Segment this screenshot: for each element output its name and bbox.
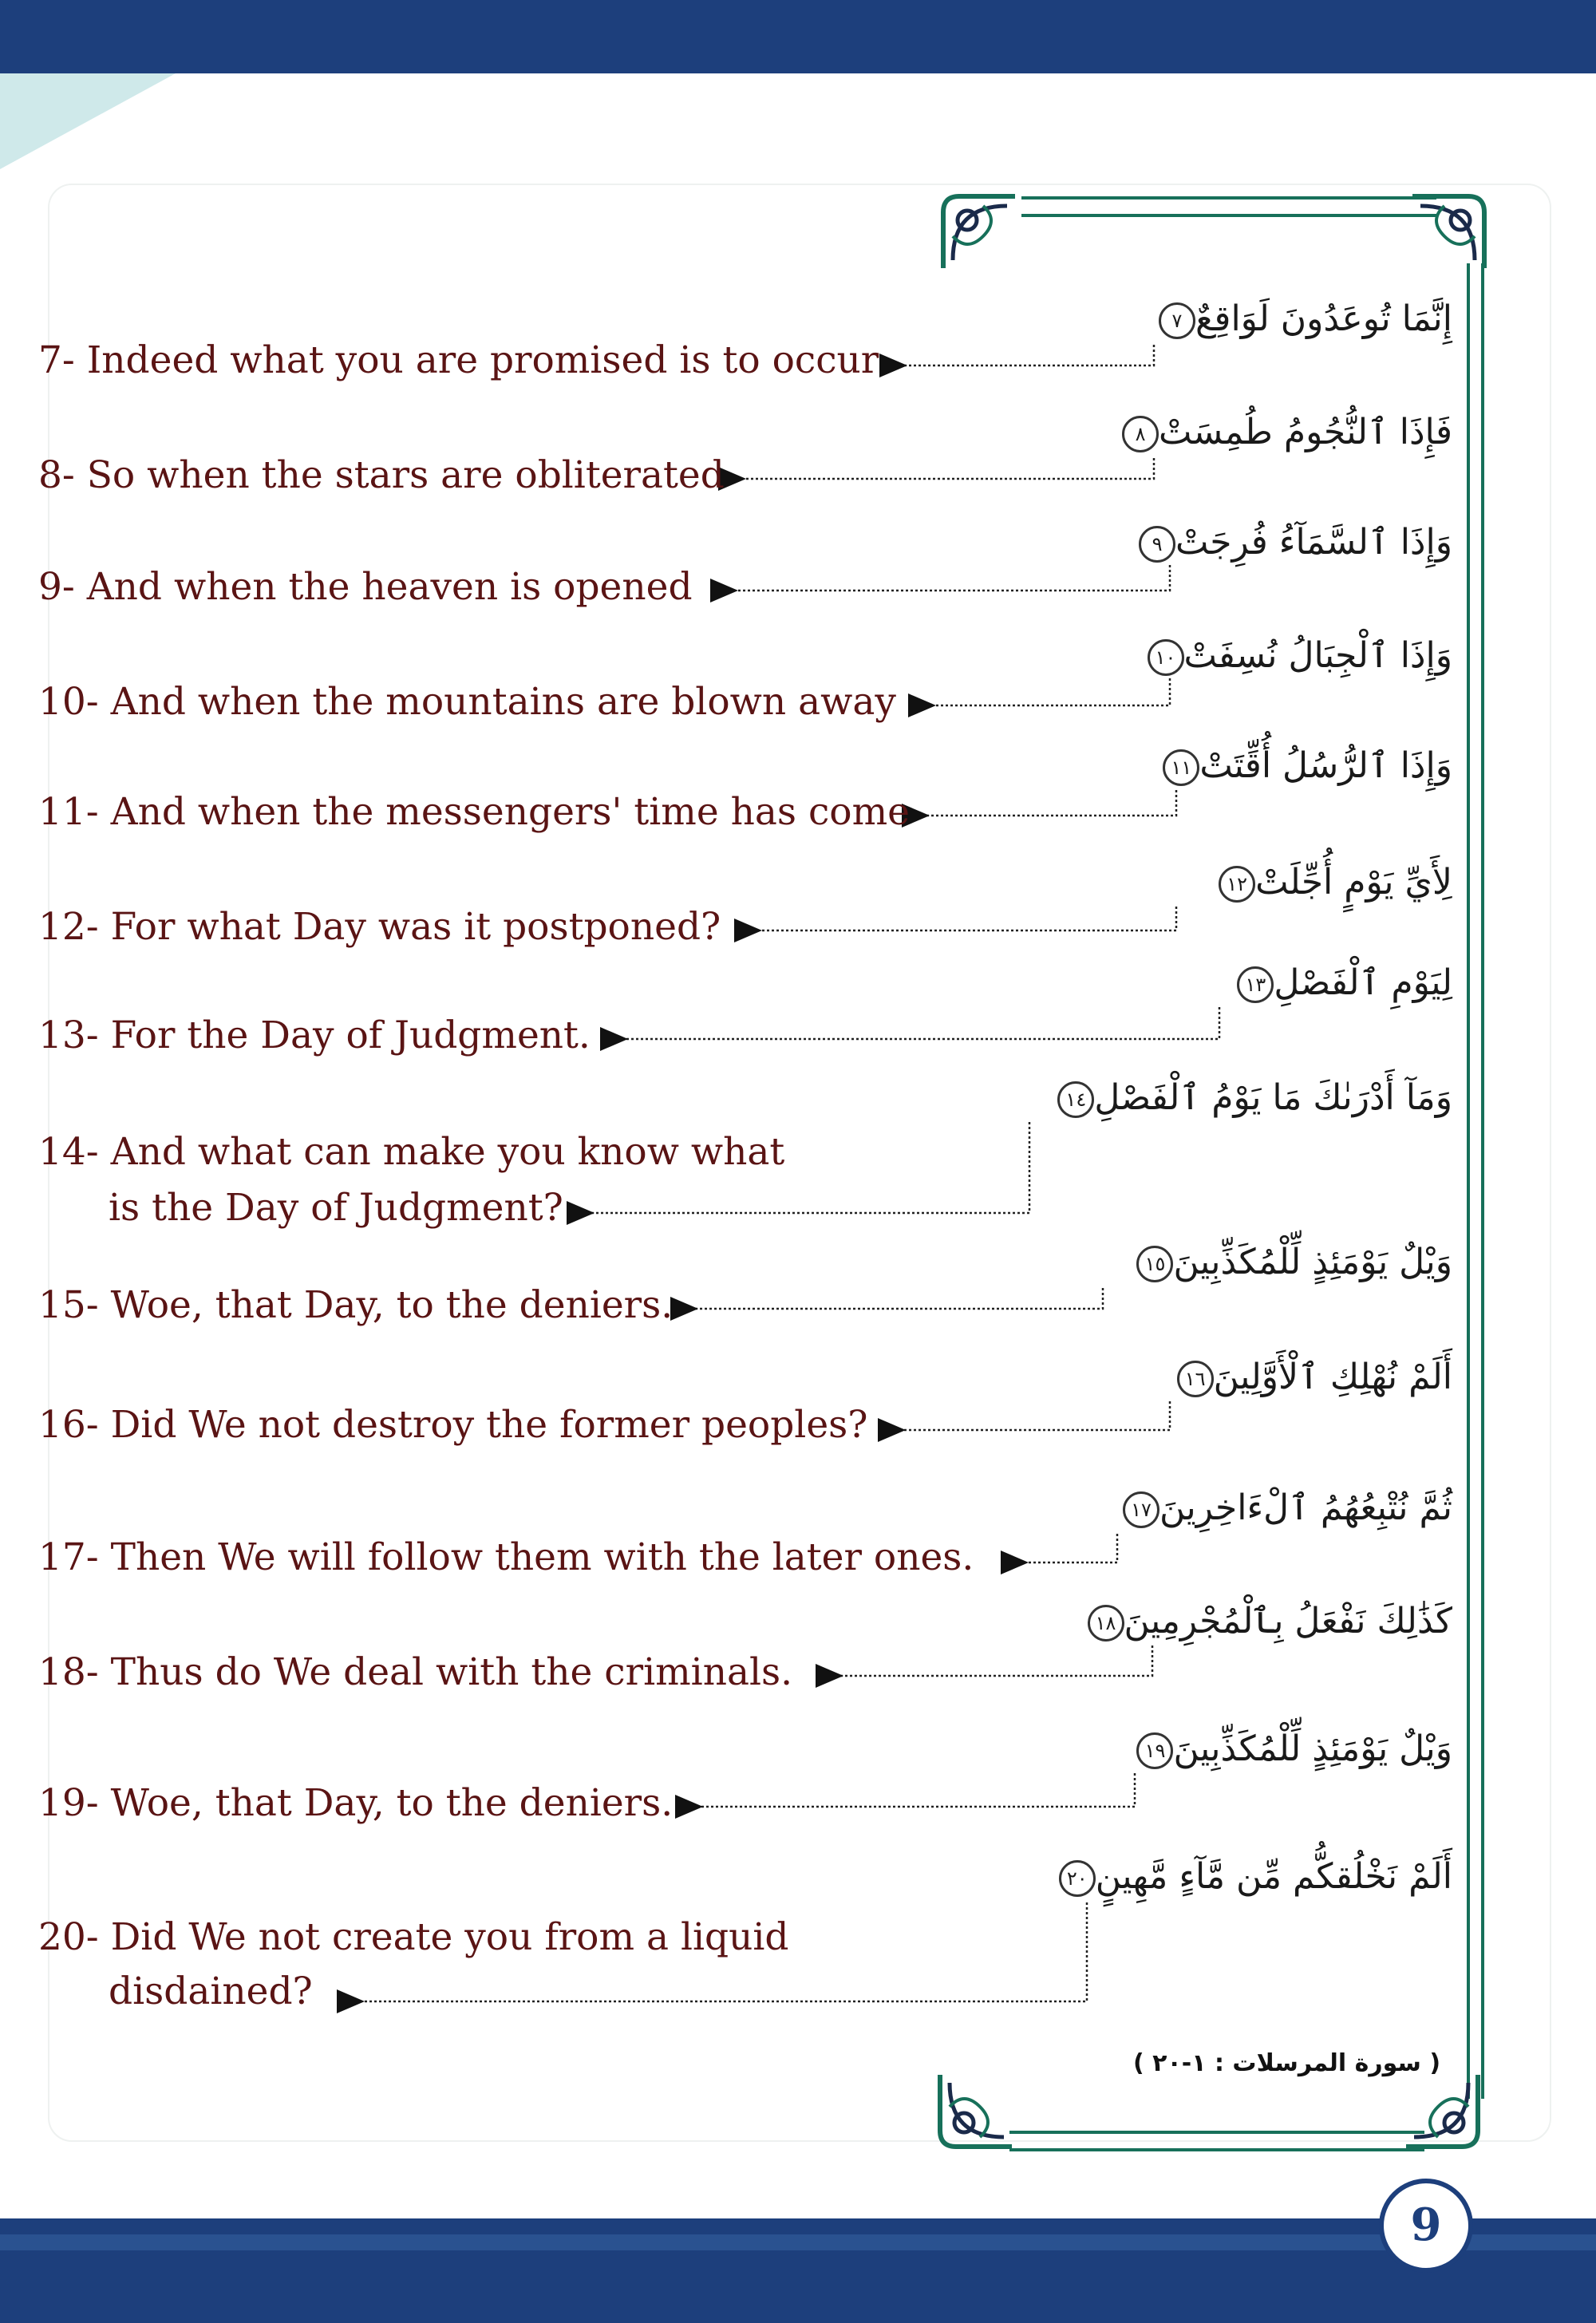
connector-19: [699, 1773, 1135, 1807]
ayah-marker: ١٢: [1219, 866, 1255, 903]
connector-13: [624, 1007, 1219, 1039]
connector-9: [734, 565, 1170, 591]
ayah-8: فَإِذَا ٱلنُّجُومُ طُمِسَتْ٨: [1117, 412, 1452, 452]
ayah-marker: ١٩: [1136, 1732, 1173, 1769]
ayah-marker: ٢٠: [1059, 1860, 1096, 1897]
ayah-7: إِنَّمَا تُوعَدُونَ لَوَاقِعٌ٧: [1154, 298, 1452, 339]
translation-17: 17- Then We will follow them with the later ones.: [38, 1535, 974, 1579]
translation-11: 11- And when the messengers' time has come: [38, 790, 910, 834]
translation-15: 15- Woe, that Day, to the deniers.: [38, 1283, 674, 1327]
connector-12: [758, 907, 1176, 930]
translation-8: 8- So when the stars are obliterated: [38, 453, 725, 497]
translation-13: 13- For the Day of Judgment.: [38, 1013, 591, 1057]
ayah-13: لِيَوْمِ ٱلْفَصْلِ١٣: [1232, 962, 1452, 1003]
ayah-15: وَيْلٌ يَوْمَئِذٍ لِّلْمُكَذِّبِينَ١٥: [1132, 1242, 1452, 1282]
ayah-marker: ١٠: [1148, 639, 1184, 676]
ayah-12: لِأَيِّ يَوْمٍ أُجِّلَتْ١٢: [1214, 862, 1452, 903]
translation-14-line2: is the Day of Judgment?: [109, 1186, 563, 1230]
translation-19: 19- Woe, that Day, to the deniers.: [38, 1781, 674, 1825]
connector-10: [932, 678, 1170, 705]
connector-16: [902, 1401, 1170, 1430]
ayah-17: ثُمَّ نُتْبِعُهُمُ ٱلْءَاخِرِينَ١٧: [1118, 1487, 1452, 1528]
connector-8: [742, 458, 1154, 479]
translation-10: 10- And when the mountains are blown away: [38, 680, 896, 724]
connector-7: [903, 345, 1154, 365]
translation-20: 20- Did We not create you from a liquid: [38, 1915, 789, 1959]
ayah-marker: ١١: [1163, 749, 1199, 786]
ayah-marker: ٩: [1139, 526, 1175, 563]
ayah-20: أَلَمْ نَخْلُقكُّم مِّن مَّآءٍ مَّهِينٍ٢٠: [1054, 1856, 1452, 1897]
page-number: 9: [1379, 2179, 1473, 2273]
connector-11: [926, 790, 1176, 816]
surah-reference: ( سورة المرسلات : ١-٢٠ ): [1133, 2049, 1441, 2077]
translation-7: 7- Indeed what you are promised is to occur: [38, 338, 879, 382]
ayah-marker: ٧: [1159, 302, 1195, 339]
ayah-marker: ١٥: [1136, 1246, 1173, 1282]
ayah-18: كَذَٰلِكَ نَفْعَلُ بِٱلْمُجْرِمِينَ١٨: [1083, 1601, 1452, 1642]
ayah-marker: ١٤: [1057, 1081, 1094, 1118]
translation-14: 14- And what can make you know what: [38, 1130, 785, 1174]
ayah-marker: ١٦: [1177, 1361, 1214, 1397]
bottom-band-stripe: [0, 2234, 1596, 2250]
connector-17: [1025, 1534, 1117, 1562]
ayah-marker: ١٨: [1088, 1605, 1124, 1642]
translation-16: 16- Did We not destroy the former peoples?: [38, 1403, 868, 1447]
translation-18: 18- Thus do We deal with the criminals.: [38, 1650, 793, 1694]
translation-20-line2: disdained?: [109, 1969, 313, 2013]
ayah-marker: ١٧: [1123, 1491, 1159, 1528]
translation-12: 12- For what Day was it postponed?: [38, 905, 721, 949]
connector-18: [839, 1645, 1152, 1676]
translation-9: 9- And when the heaven is opened: [38, 565, 693, 609]
ayah-10: وَإِذَا ٱلْجِبَالُ نُسِفَتْ١٠: [1143, 635, 1452, 676]
ayah-marker: ٨: [1122, 416, 1159, 452]
ayah-14: وَمَآ أَدْرَىٰكَ مَا يَوْمُ ٱلْفَصْلِ١٤: [1053, 1077, 1452, 1118]
connector-15: [694, 1288, 1103, 1309]
ayah-16: أَلَمْ نُهْلِكِ ٱلْأَوَّلِينَ١٦: [1172, 1357, 1452, 1397]
ayah-19: وَيْلٌ يَوْمَئِذٍ لِّلْمُكَذِّبِينَ١٩: [1132, 1728, 1452, 1769]
ayah-11: وَإِذَا ٱلرُّسُلُ أُقِّتَتْ١١: [1158, 745, 1452, 786]
ayah-9: وَإِذَا ٱلسَّمَآءُ فُرِجَتْ٩: [1134, 522, 1452, 563]
ayah-marker: ١٣: [1237, 966, 1274, 1003]
